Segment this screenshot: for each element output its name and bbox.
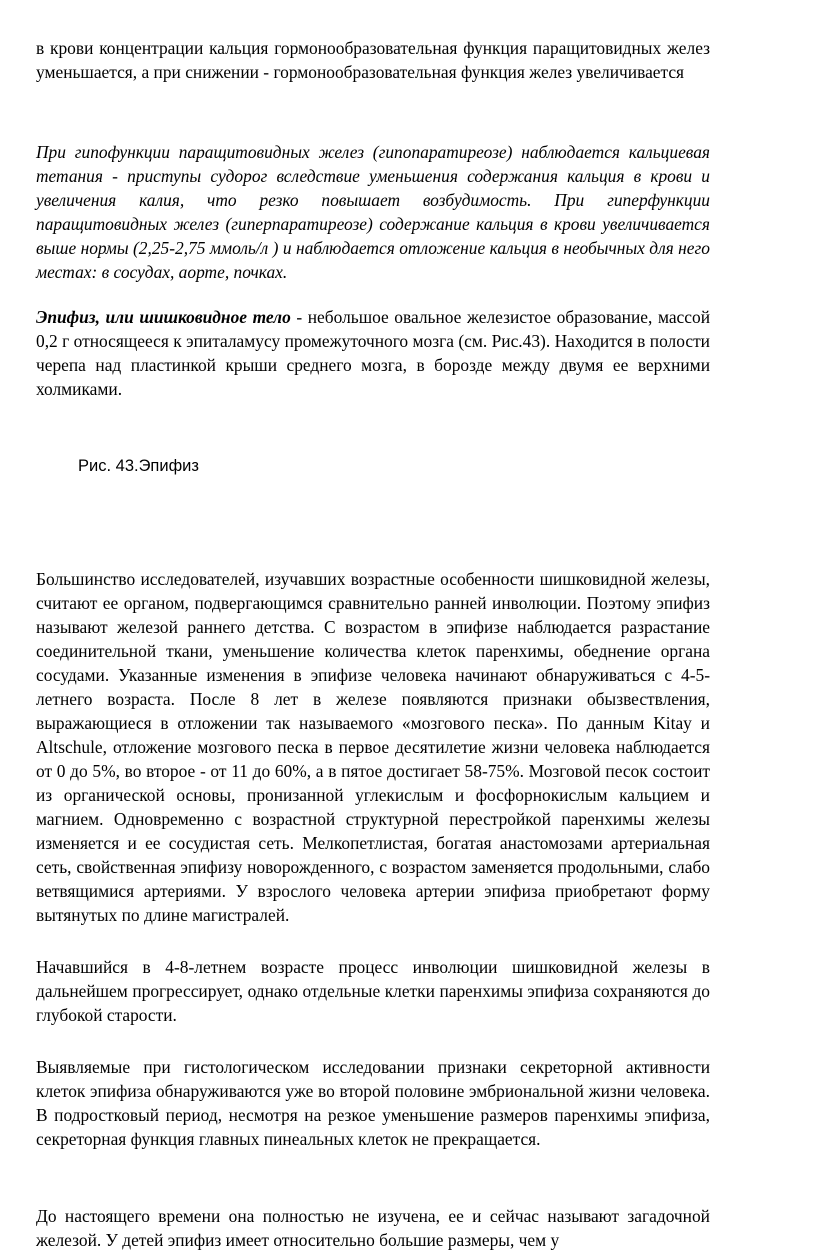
paragraph-involution: Большинство исследователей, изучавших возрастные особенности шишковидной железы, считают ее органом, подвергающимся сравнительно ранней инволюции. Поэтому эпифиз называют железой раннего детства. С возрастом в эпифизе наблюдается разрастание соединительной ткани, уменьшение количества клеток паренхимы, обеднение органа сосудами. Указанные изменения в эпифизе человека начинают обнаруживаться с 4-5-летнего возраста. После 8 лет в железе появляются признаки обызвествления, выражающиеся в отложении так называемого «мозгового песка». По данным Kitay и Altschule, отложение мозгового песка в первое десятилетие жизни человека наблюдается от 0 до 5%, во второе - от 11 до 60%, а в пятое достигает 58-75%. Мозговой песок состоит из органической основы, пронизанной углекислым и фосфорнокислым кальцием и магнием. Одновременно с возрастной структурной перестройкой паренхимы железы изменяется и ее сосудистая сеть. Мелкопетлистая, богатая анастомозами артериальная сеть, свойственная эпифизу новорожденного, с возрастом заменяется продольными, слабо ветвящимися артериями. У взрослого человека артерии эпифиза приобретают форму вытянутых по длине магистралей. <box>36 569 710 925</box>
paragraph-parathyroid-dysfunction: При гипофункции паращитовидных желез (гипопаратиреозе) наблюдается кальциевая тетания - приступы судорог вследствие уменьшения содержания кальция в крови и увеличения калия, что резко повышает возбудимость. При гиперфункции паращитовидных желез (гиперпаратиреозе) содержание кальция в крови увеличивается выше нормы (2,25-2,75 ммоль/л ) и наблюдается отложение кальция в необычных для него местах: в сосудах, аорте, почках. <box>36 142 710 282</box>
term-epiphysis: Эпифиз, или шишковидное тело <box>36 307 291 327</box>
epiphysis-description: - небольшое овальное железистое образование, массой 0,2 г относящееся к эпиталамусу промежуточного мозга (см. Рис.43). Находится в полости черепа над пластинкой крыши среднего мозга, в борозде между двумя ее верхними холмиками. <box>36 307 710 399</box>
paragraph-calcium-regulation: в крови концентрации кальция гормонообразовательная функция паращитовидных желез уменьшается, а при снижении - гормонообразовательная функция желез увеличивается <box>36 38 710 82</box>
paragraph-epiphysis-intro <box>36 305 710 401</box>
figure-placeholder <box>36 490 710 560</box>
paragraph-mysterious-gland: До настоящего времени она полностью не изучена, ее и сейчас называют загадочной железой. У детей эпифиз имеет относительно большие размеры, чем у <box>36 1206 710 1250</box>
figure-caption: Рис. 43.Эпифиз <box>78 457 199 475</box>
paragraph-secretory-activity: Выявляемые при гистологическом исследовании признаки секреторной активности клеток эпифиза обнаруживаются уже во второй половине эмбриональной жизни человека. В подростковый период, несмотря на резкое уменьшение размеров паренхимы эпифиза, секреторная функция главных пинеальных клеток не прекращается. <box>36 1057 710 1149</box>
paragraph-involution-progress: Начавшийся в 4-8-летнем возрасте процесс инволюции шишковидной железы в дальнейшем прогрессирует, однако отдельные клетки паренхимы эпифиза сохраняются до глубокой старости. <box>36 957 710 1025</box>
